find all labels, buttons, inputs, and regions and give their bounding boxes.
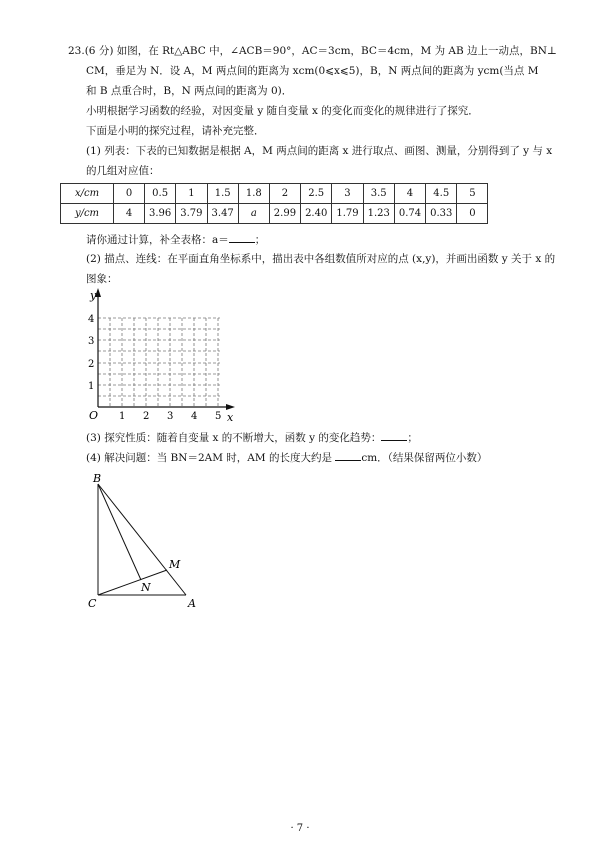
question-line-2: CM，垂足为 N．设 A，M 两点间的距离为 xcm(0⩽x⩽5)，B，N 两点间的距离为 ycm(当点 M — [86, 65, 539, 77]
table-cell: 0.33 — [426, 204, 457, 224]
header-y: y/cm — [61, 204, 114, 224]
table-cell: 1.79 — [332, 204, 363, 224]
table-cell: 1.23 — [363, 204, 394, 224]
question-line-4: 小明根据学习函数的经验，对因变量 y 随自变量 x 的变化而变化的规律进行了探究． — [86, 105, 479, 117]
part4-line — [86, 450, 487, 465]
part1-line-1: (1) 列表：下表的已知数据是根据 A，M 两点间的距离 x 进行取点、画图、测量，分别得到了 y 与 x — [86, 145, 553, 157]
point-n-label: N — [141, 581, 151, 594]
table-cell: 3 — [332, 184, 363, 204]
answer-blank-trend[interactable] — [381, 430, 407, 441]
answer-blank-a[interactable] — [229, 232, 255, 243]
x-tick-label: 5 — [215, 411, 222, 422]
page-number: · 7 · — [290, 823, 310, 834]
header-x: x/cm — [61, 184, 114, 204]
part3-line — [86, 430, 418, 445]
x-tick-label: 3 — [167, 411, 174, 422]
x-tick-label: 4 — [191, 411, 198, 422]
point-m-label: M — [169, 558, 181, 571]
table-cell: 1.5 — [207, 184, 238, 204]
table-cell-unknown: a — [238, 204, 269, 224]
fill-text: 请你通过计算，补全表格：a＝ — [86, 234, 229, 246]
table-cell: 4 — [394, 184, 425, 204]
table-cell: 2.40 — [301, 204, 332, 224]
x-tick-label: 2 — [143, 411, 150, 422]
point-a-label: A — [188, 597, 196, 610]
part3-text: (3) 探究性质：随着自变量 x 的不断增大，函数 y 的变化趋势： — [86, 432, 382, 444]
table-row-x — [61, 184, 488, 204]
y-tick-label: 4 — [88, 314, 95, 325]
part4-end: cm．（结果保留两位小数） — [361, 452, 488, 464]
part2-line-1: (2) 描点、连线：在平面直角坐标系中，描出表中各组数值所对应的点 (x,y)，并画出函数 y 关于 x 的 — [86, 253, 556, 265]
fill-line — [86, 232, 265, 247]
origin-label: O — [89, 409, 99, 422]
table-row-y — [61, 204, 488, 224]
table-cell: 1.8 — [238, 184, 269, 204]
point-c-label: C — [88, 597, 97, 610]
point-b-label: B — [93, 472, 102, 485]
part2-line-2: 图象： — [86, 273, 118, 285]
x-tick-label: 1 — [119, 411, 126, 422]
table-cell: 3.5 — [363, 184, 394, 204]
question-line-3: 和 B 点重合时，B，N 两点间的距离为 0)． — [86, 85, 293, 97]
answer-blank-am[interactable] — [335, 450, 361, 461]
table-cell: 1 — [176, 184, 207, 204]
table-cell: 0 — [114, 184, 145, 204]
table-cell: 0.5 — [145, 184, 176, 204]
table-cell: 2.5 — [301, 184, 332, 204]
question-line-5: 下面是小明的探究过程，请补充完整． — [86, 125, 265, 137]
table-cell: 2 — [269, 184, 300, 204]
table-cell: 3.96 — [145, 204, 176, 224]
triangle-figure — [84, 470, 214, 615]
value-table — [60, 183, 488, 224]
segment-bn — [98, 484, 141, 580]
part1-line-2: 的几组对应值： — [86, 165, 160, 177]
x-axis-arrow-icon — [226, 404, 235, 410]
table-cell: 4.5 — [426, 184, 457, 204]
table-cell: 3.79 — [176, 204, 207, 224]
table-cell: 4 — [114, 204, 145, 224]
y-tick-label: 3 — [88, 336, 95, 347]
table-cell: 5 — [457, 184, 488, 204]
table-cell: 2.99 — [269, 204, 300, 224]
table-cell: 0.74 — [394, 204, 425, 224]
table-cell: 3.47 — [207, 204, 238, 224]
part3-end: ； — [407, 432, 418, 444]
segment-cm — [98, 570, 167, 595]
segment-ab — [98, 484, 186, 595]
table-cell: 0 — [457, 204, 488, 224]
x-axis-label: x — [227, 411, 234, 424]
y-axis-label: y — [90, 289, 97, 302]
coordinate-grid — [84, 285, 244, 425]
y-tick-label: 2 — [88, 359, 95, 370]
fill-end: ； — [254, 234, 266, 246]
y-tick-label: 1 — [88, 381, 95, 392]
part4-text: (4) 解决问题：当 BN＝2AM 时，AM 的长度大约是 — [86, 452, 332, 464]
question-line-1: 23.(6 分) 如图，在 Rt△ABC 中，∠ACB＝90°，AC＝3cm，BC＝4cm，M 为 AB 边上一动点，BN⊥ — [68, 45, 557, 57]
